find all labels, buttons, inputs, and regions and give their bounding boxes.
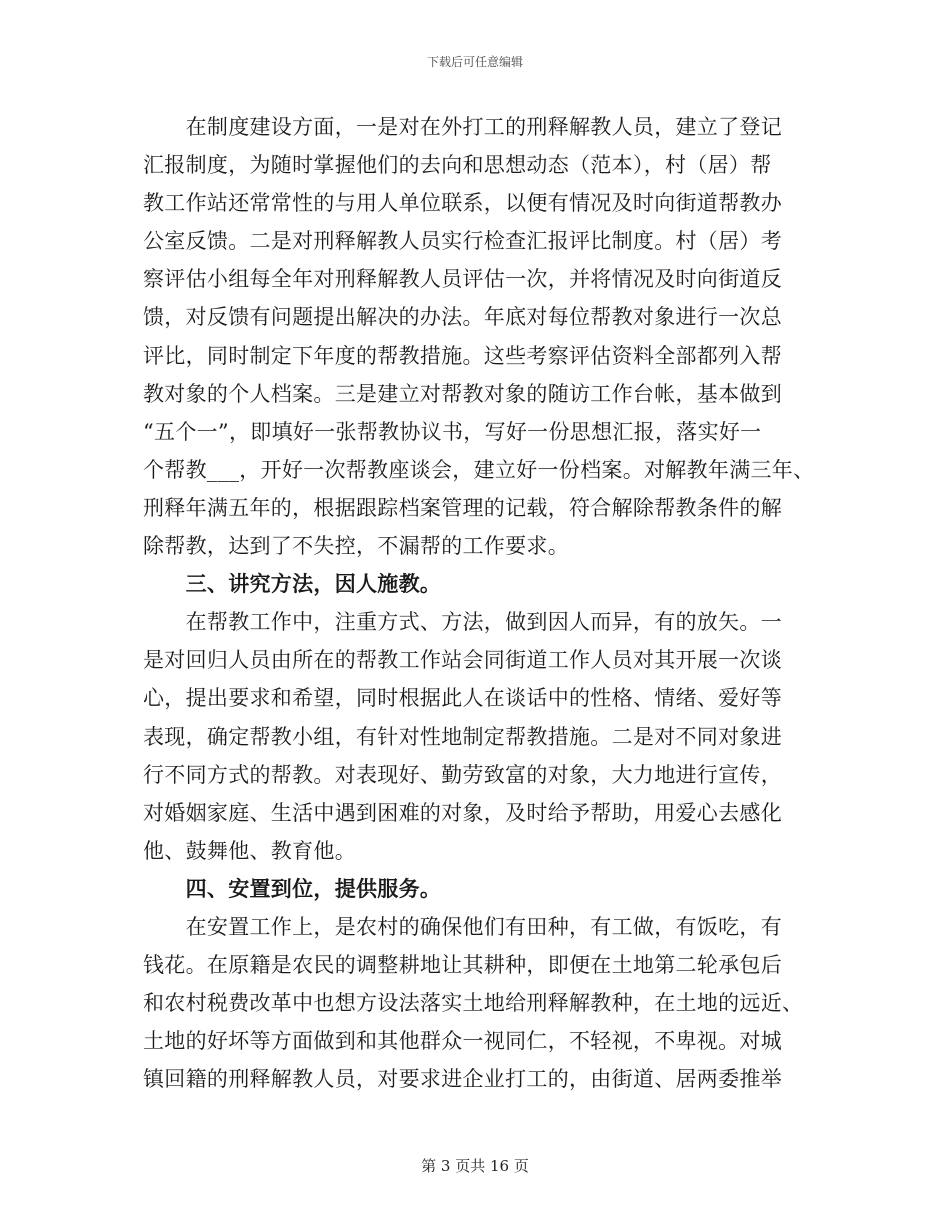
text-line: 个帮教___，开好一次帮教座谈会，建立好一份档案。对解教年满三年、 [143,457,815,482]
text-line: 馈，对反馈有问题提出解决的办法。年底对每位帮教对象进行一次总 [143,305,782,330]
page-footer: 第 3 页共 16 页 [421,1157,529,1175]
document-body [143,108,815,1098]
text-line: 行不同方式的帮教。对表现好、勤劳致富的对象，大力地进行宣传， [143,762,782,787]
text-line: 在帮教工作中，注重方式、方法，做到因人而异，有的放矢。一 [143,610,782,635]
text-line: 刑释年满五年的，根据跟踪档案管理的记载，符合解除帮教条件的解 [143,495,782,520]
text-line: 汇报制度，为随时掌握他们的去向和思想动态（范本），村（居）帮 [143,153,772,178]
section-heading: 四、安置到位，提供服务。 [143,875,442,901]
text-line: 心，提出要求和希望，同时根据此人在谈话中的性格、情绪、爱好等 [143,686,782,711]
text-line: 镇回籍的刑释解教人员，对要求进企业打工的，由街道、居两委推举 [143,1067,782,1092]
text-line: 教工作站还常常性的与用人单位联系，以便有情况及时向街道帮教办 [143,191,782,216]
text-line: 教对象的个人档案。三是建立对帮教对象的随访工作台帐，基本做到 [143,381,782,406]
text-line: 是对回归人员由所在的帮教工作站会同街道工作人员对其开展一次谈 [143,648,782,673]
text-line: 在制度建设方面，一是对在外打工的刑释解教人员，建立了登记 [143,115,782,139]
text-line: 土地的好坏等方面做到和其他群众一视同仁，不轻视，不卑视。对城 [143,1029,782,1054]
page-header: 下载后可任意编辑 [426,55,523,69]
text-line: “五个一”，即填好一张帮教协议书，写好一份思想汇报，落实好一 [143,419,762,444]
text-line: 在安置工作上，是农村的确保他们有田种，有工做，有饭吃，有 [143,914,782,939]
section-heading: 三、讲究方法，因人施教。 [143,571,442,597]
text-line: 评比，同时制定下年度的帮教措施。这些考察评估资料全部都列入帮 [143,343,782,368]
text-line: 他、鼓舞他、教育他。 [143,838,356,863]
text-line: 表现，确定帮教小组，有针对性地制定帮教措施。二是对不同对象进 [143,724,782,749]
text-line: 除帮教，达到了不失控，不漏帮的工作要求。 [143,534,569,559]
text-line: 钱花。在原籍是农民的调整耕地让其耕种，即便在土地第二轮承包后 [143,953,782,978]
text-line: 察评估小组每全年对刑释解教人员评估一次，并将情况及时向街道反 [143,267,782,292]
text-line: 和农村税费改革中也想方设法落实土地给刑释解教种，在土地的远近、 [143,991,804,1016]
text-line: 公室反馈。二是对刑释解教人员实行检查汇报评比制度。村（居）考 [143,229,782,254]
text-line: 对婚姻家庭、生活中遇到困难的对象，及时给予帮助，用爱心去感化 [143,800,782,825]
